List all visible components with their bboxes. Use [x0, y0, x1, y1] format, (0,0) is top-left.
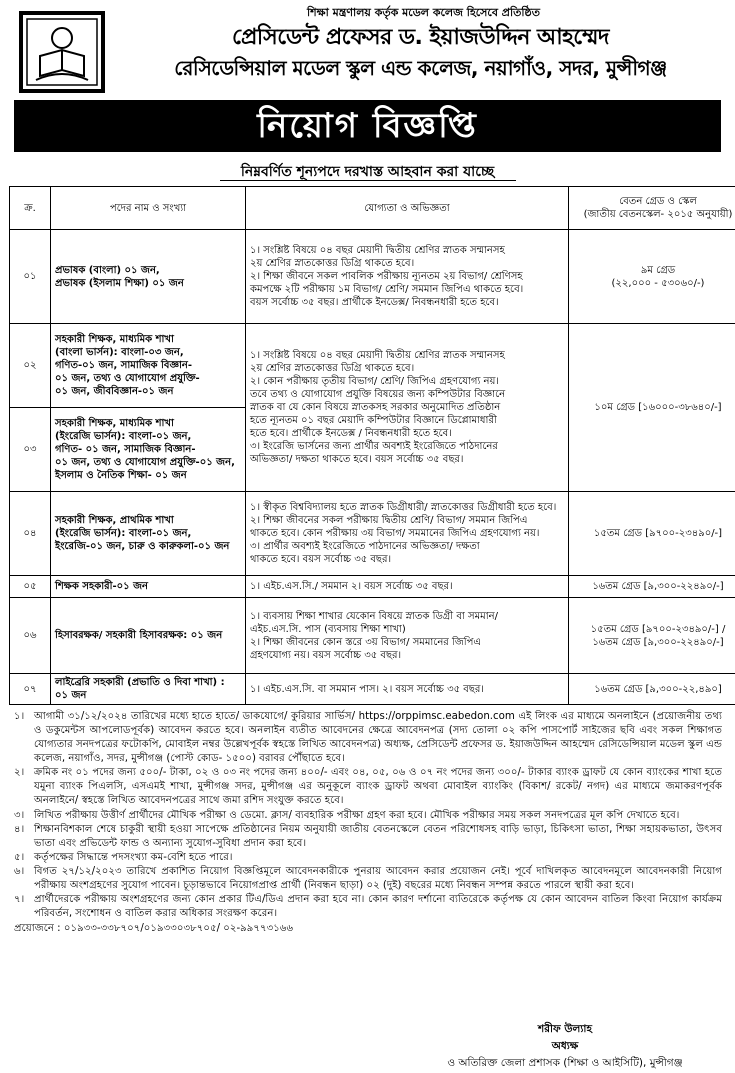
pay-line: ১৫তম গ্রেড [৯৭০০-২৩৪৯০/-] — [573, 527, 735, 540]
qual-line: ২য় শ্রেণির স্নাতকোত্তর ডিগ্রি থাকতে হবে। — [250, 257, 564, 270]
post-line: প্রভাষক (ইসলাম শিক্ষা) ০১ জন — [55, 277, 241, 290]
qual-line: গ্রহণযোগ্য নয়। বয়স সর্বোচ্চ ৩৫ বছর। — [250, 649, 564, 662]
qual-line: ১। এইচ.এস.সি. বা সমমান পাস। ২। বয়স সর্বোচ্চ ৩৫ বছর। — [250, 683, 564, 696]
note-item — [14, 823, 722, 851]
post-line: ইসলাম ও নৈতিক শিক্ষা- ০১ জন — [55, 469, 241, 482]
table-row — [10, 576, 735, 598]
post-line: সহকারী শিক্ষক, মাধ্যমিক শাখা — [55, 333, 241, 346]
header-post: পদের নাম ও সংখ্যা — [51, 187, 246, 230]
header-pay-line2: (জাতীয় বেতনস্কেল- ২০১৫ অনুযায়ী) — [573, 208, 735, 221]
qual-line: হতে ন্যূনতম ০১ বছর মেয়াদি কম্পিউটার বিজ্ঞানে ডিপ্লোমাধারী — [250, 414, 564, 427]
post-line: হিসাবরক্ষক/ সহকারী হিসাবরক্ষক: ০১ জন — [55, 629, 241, 642]
header-sl: ক্র. — [10, 187, 51, 230]
institution-name-line1: প্রেসিডেন্ট প্রফেসর ড. ইয়াজউদ্দিন আহম্মেদ — [110, 20, 731, 57]
header-pay-line1: বেতন গ্রেড ও স্কেল — [573, 195, 735, 208]
qual-line: ১। সংশ্লিষ্ট বিষয়ে ০৪ বছর মেয়াদী দ্বিতীয় শ্রেণির স্নাতক সম্মানসহ — [250, 244, 564, 257]
row-pay — [569, 576, 735, 598]
row-sl: ০৭ — [10, 674, 51, 705]
pay-line: (২২,০০০ - ৫৩০৬০/-) — [573, 277, 735, 290]
qual-line: ১। এইচ.এস.সি./ সমমান ২। বয়স সর্বোচ্চ ৩৫ বছর। — [250, 580, 564, 593]
notes-section — [14, 710, 722, 936]
note-number: ২। — [14, 766, 34, 808]
pay-line: ১৬তম গ্রেড [৯,৩০০-২২৪৯০/-] — [573, 580, 735, 593]
note-number: ৫। — [14, 851, 34, 865]
post-line: (বাংলা ভার্সন): বাংলা-০৩ জন, — [55, 346, 241, 359]
row-post — [51, 598, 246, 674]
notice-subtitle: নিম্নবর্ণিত শূন্যপদে দরখাস্ত আহবান করা যাচ্ছে — [0, 160, 735, 184]
note-text: কর্তৃপক্ষের সিদ্ধান্তে পদসংখ্যা কম-বেশি হতে পারে। — [34, 851, 722, 865]
row-qualification — [246, 576, 569, 598]
post-line: শিক্ষক সহকারী-০১ জন — [55, 580, 241, 593]
row-post — [51, 674, 246, 705]
qual-line: ২য় শ্রেণির স্নাতকোত্তর ডিগ্রি থাকতে হবে। — [250, 362, 564, 375]
note-text: আগামী ৩১/১২/২০২৪ তারিখের মধ্যে হাতে হাতে/ ডাকযোগে/ কুরিয়ার সার্ভিস/ https://orppimsc.eabedon.com এই লিংক এর মাধ্যমে অনলাইনে (প্রয়োজনীয় তথ্য ও ডকুমেন্টস আপলোডপূর্বক) আবেদন করতে হবে। অনলাইন ব্যতীত আবেদনের ক্ষেত্রে আবেদনপত্র (সদ্য তোলা ০২ কপি পাসপোর্ট সাইজের ছবি এবং সকল শিক্ষাগত যোগ্যতার সনদপত্রের ফটোকপি, মোবাইল নম্বর উল্লেখপূর্বক স্বহস্তে লিখিত আবেদনপত্র) অধ্যক্ষ, প্রেসিডেন্ট প্রফেসর ড. ইয়াজউদ্দিন আহম্মেদ রেসিডেন্সিয়াল মডেল স্কুল এন্ড কলেজ, নয়াগাঁও, সদর, মুন্সীগঞ্জ (পোস্ট কোড- ১৫০০) বরাবর পৌঁছাতে হবে। — [34, 710, 722, 766]
note-number: ৭। — [14, 893, 34, 921]
post-line: গণিত-০১ জন, সামাজিক বিজ্ঞান- — [55, 359, 241, 372]
header-qualification: যোগ্যতা ও অভিজ্ঞতা — [246, 187, 569, 230]
qual-line: ২। শিক্ষা জীবনের সকল পরীক্ষায় দ্বিতীয় শ্রেণি/ বিভাগ/ সমমান জিপিএ — [250, 514, 564, 527]
row-qualification — [246, 674, 569, 705]
note-number: ৩। — [14, 809, 34, 823]
row-sl: ০২ — [10, 324, 51, 408]
note-item — [14, 893, 722, 921]
qual-line: অভিজ্ঞতা/ দক্ষতা থাকতে হবে। বয়স সর্বোচ্চ ৩৫ বছর। — [250, 453, 564, 466]
post-line: গণিত- ০১ জন, সামাজিক বিজ্ঞান- — [55, 443, 241, 456]
row-pay — [569, 230, 735, 324]
qual-line: ২। কোন পরীক্ষায় তৃতীয় বিভাগ/ শ্রেণি/ জিপিএ গ্রহণযোগ্য নয়। — [250, 375, 564, 388]
institution-name-line2: রেসিডেন্সিয়াল মডেল স্কুল এন্ড কলেজ, নয়াগাঁও, সদর, মুন্সীগঞ্জ — [110, 54, 731, 87]
table-row — [10, 324, 735, 408]
qual-line: হতে হবে। প্রার্থীকে ইনডেক্স / নিবন্ধনধারী হতে হবে। — [250, 427, 564, 440]
table-header-row — [10, 187, 735, 230]
post-line: ০১ জন, তথ্য ও যোগাযোগ প্রযুক্তি- — [55, 372, 241, 385]
signatory-designation: ও অতিরিক্ত জেলা প্রশাসক (শিক্ষা ও আইসিটি), মুন্সীগঞ্জ — [435, 1056, 695, 1073]
table-row — [10, 674, 735, 705]
note-number: ১। — [14, 710, 34, 766]
note-text: লিখিত পরীক্ষায় উত্তীর্ণ প্রার্থীদের মৌখিক পরীক্ষা ও ডেমো. ক্লাস/ ব্যবহারিক পরীক্ষা গ্রহণ করা হবে। মৌখিক পরীক্ষার সময় সকল সনদপত্রের মূল কপি দেখাতে হবে। — [34, 809, 722, 823]
qual-line: ৩। প্রার্থীর অবশ্যই ইংরেজিতে পাঠদানের অভিজ্ঞতা/ দক্ষতা — [250, 540, 564, 553]
row-post — [51, 408, 246, 492]
qual-line: থাকতে হবে। বয়স সর্বোচ্চ ৩৫ বছর। — [250, 553, 564, 566]
row-sl: ০১ — [10, 230, 51, 324]
subtitle-underline — [220, 180, 516, 181]
header — [0, 0, 735, 100]
row-post — [51, 324, 246, 408]
qual-line: কমপক্ষে ২টি পরীক্ষায় ১ম বিভাগ/ শ্রেণি/ সমমান জিপিএ থাকতে হবে। — [250, 283, 564, 296]
post-line: প্রভাষক (বাংলা) ০১ জন, — [55, 264, 241, 277]
pay-line: ৯ম গ্রেড — [573, 264, 735, 277]
signatory-name: শরীফ উল্যাহ — [435, 1022, 695, 1039]
row-sl: ০৩ — [10, 408, 51, 492]
post-line: ০১ জন, জীববিজ্ঞান-০১ জন — [55, 385, 241, 398]
note-item — [14, 865, 722, 893]
row-sl: ০৪ — [10, 492, 51, 576]
qual-line: ৩। ইংরেজি ভার্সনের জন্য প্রার্থীর অবশ্যই ইংরেজিতে পাঠদানের — [250, 440, 564, 453]
row-qualification — [246, 230, 569, 324]
note-text: প্রার্থীদেরকে পরীক্ষায় অংশগ্রহণের জন্য কোন প্রকার টিএ/ডিএ প্রদান করা হবে না। কোন কারণ দর্শানো ব্যতিরেকে কর্তৃপক্ষ যে কোন আবেদন বাতিল কিংবা নিয়োগ কার্যক্রম পরিবর্তন, সংশোধন ও বাতিল করার অধিকার সংরক্ষণ করেন। — [34, 893, 722, 921]
row-post — [51, 492, 246, 576]
note-text: ক্রমিক নং ০১ পদের জন্য ৫০০/- টাকা, ০২ ও ০৩ নং পদের জন্য ৪০০/- এবং ০৪, ০৫, ০৬ ও ০৭ নং পদের জন্য ৩০০/- টাকার ব্যাংক ড্রাফট যে কোন ব্যাংকের শাখা হতে যমুনা ব্যাংক পিএলসি, এসএমই শাখা, মুন্সীগঞ্জ সদর, মুন্সীগঞ্জ এর অনুকূলে ব্যাংক ড্রাফট অথবা মোবাইল ব্যাংকিং (বিকাশ/ রকেট/ নগদ) এর মাধ্যমে জমাকরণপূর্বক অনলাইনে/ স্বহস্তে লিখিত আবেদনপত্রের সাথে জমা রশিদ সংযুক্ত করতে হবে। — [34, 766, 722, 808]
tagline: শিক্ষা মন্ত্রণালয় কর্তৃক মডেল কলেজ হিসেবে প্রতিষ্ঠিত — [120, 4, 727, 23]
row-post — [51, 230, 246, 324]
post-line: সহকারী শিক্ষক, প্রাথমিক শাখা — [55, 514, 241, 527]
note-number: ৬। — [14, 865, 34, 893]
row-pay — [569, 598, 735, 674]
post-line: ০১ জন, তথ্য ও যোগাযোগ প্রযুক্তি-০১ জন, — [55, 456, 241, 469]
row-qualification — [246, 324, 569, 492]
row-sl: ০৬ — [10, 598, 51, 674]
row-qualification — [246, 598, 569, 674]
qual-line: স্নাতক বা যে কোন বিষয়ে স্নাতকসহ সরকার অনুমোদিত প্রতিষ্ঠান — [250, 401, 564, 414]
note-text: বিগত ২৭/১২/২০২৩ তারিখে প্রকাশিত নিয়োগ বিজ্ঞপ্তিমূলে আবেদনকারীকে পুনরায় আবেদন করার প্রয়োজন নেই। পূর্বে দাখিলকৃত আবেদনমূলে আবেদনকারী নিয়োগ পরীক্ষায় অংশগ্রহণের সুযোগ পাবেন। চূড়ান্তভাবে নিয়োগপ্রাপ্ত প্রার্থী (নিবন্ধন ছাড়া) ০২ (দুই) বছরের মধ্যে নিবন্ধন সম্পন্ন করতে পারলে স্থায়ী করা হবে। — [34, 865, 722, 893]
header-pay — [569, 187, 735, 230]
qual-line: তবে তথ্য ও যোগাযোগ প্রযুক্তি বিষয়ের জন্য কম্পিউটার বিজ্ঞানে — [250, 388, 564, 401]
pay-line: ১৬তম গ্রেড [৯,৩০০-২২,৪৯০] — [573, 683, 735, 696]
college-emblem-icon — [18, 10, 106, 94]
qual-line: ১। স্বীকৃত বিশ্ববিদ্যালয় হতে স্নাতক ডিগ্রীধারী/ স্নাতকোত্তর ডিগ্রীধারী হতে হবে। — [250, 501, 564, 514]
qual-line: ১। সংশ্লিষ্ট বিষয়ে ০৪ বছর মেয়াদী দ্বিতীয় শ্রেণির স্নাতক সম্মানসহ — [250, 349, 564, 362]
notice-banner: নিয়োগ বিজ্ঞপ্তি — [14, 100, 721, 152]
post-line: (ইংরেজি ভার্সন): বাংলা-০১ জন, — [55, 430, 241, 443]
row-qualification — [246, 492, 569, 576]
note-item — [14, 710, 722, 766]
row-pay — [569, 492, 735, 576]
row-sl: ০৫ — [10, 576, 51, 598]
qual-line: ১। ব্যবসায় শিক্ষা শাখার যেকোন বিষয়ে স্নাতক ডিগ্রী বা সমমান/ — [250, 610, 564, 623]
table-row — [10, 230, 735, 324]
qual-line: এইচ.এস.সি. পাস (ব্যবসায় শিক্ষা শাখা) — [250, 623, 564, 636]
post-line: (ইংরেজি ভার্সন): বাংলা-০১ জন, — [55, 527, 241, 540]
row-post — [51, 576, 246, 598]
row-pay — [569, 674, 735, 705]
note-item — [14, 809, 722, 823]
contact-numbers: প্রয়োজনে : ০১৯৩৩-৩৩৮৭০৭/০১৯৩৩০৩৮৭০৫/ ০২-৯৯৭৭৩১৬৬ — [14, 922, 722, 936]
note-text: শিক্ষানবিশকাল শেষে চাকুরী স্থায়ী হওয়া সাপেক্ষে প্রতিষ্ঠানের নিয়ম অনুযায়ী জাতীয় বেতনস্কেলে বেতন পরিশোধসহ বাড়ি ভাড়া, চিকিৎসা ভাতা, শিক্ষা সহায়কভাতা, উৎসব ভাতা এবং প্রভিডেন্ট ফান্ড ও অন্যান্য সুযোগ-সুবিধা প্রদান করা হবে। — [34, 823, 722, 851]
qual-line: থাকতে হবে। কোন পরীক্ষায় ৩য় বিভাগ/ সমমানের জিপিএ গ্রহণযোগ্য নয়। — [250, 527, 564, 540]
qual-line: বয়স সর্বোচ্চ ৩৫ বছর। প্রার্থীকে ইনডেক্স/ নিবন্ধনধারী হতে হবে। — [250, 296, 564, 309]
table-row — [10, 598, 735, 674]
signature-block — [435, 1022, 695, 1073]
pay-line: ১৬তম গ্রেড [৯,৩০০-২২৪৯০/-] — [573, 636, 735, 649]
qual-line: ২। শিক্ষা জীবনে সকল পাবলিক পরীক্ষায় ন্যূনতম ২য় বিভাগ/ শ্রেণিসহ — [250, 270, 564, 283]
post-line: সহকারী শিক্ষক, মাধ্যমিক শাখা — [55, 417, 241, 430]
row-pay — [569, 324, 735, 492]
qual-line: ২। শিক্ষা জীবনের কোন স্তরে ৩য় বিভাগ/ সমমানের জিপিএ — [250, 636, 564, 649]
table-row — [10, 492, 735, 576]
pay-line: ১৫তম গ্রেড [৯৭০০-২৩৪৯০/-] / — [573, 623, 735, 636]
note-number: ৪। — [14, 823, 34, 851]
signatory-title: অধ্যক্ষ — [435, 1039, 695, 1056]
post-line: ইংরেজি-০১ জন, চারু ও কারুকলা-০১ জন — [55, 540, 241, 553]
pay-line: ১০ম গ্রেড [১৬০০০-৩৮৬৪০/-] — [573, 401, 735, 414]
post-line: লাইব্রেরি সহকারী (প্রভাতি ও দিবা শাখা) : ০১ জন — [55, 676, 241, 702]
note-item — [14, 766, 722, 808]
note-item — [14, 851, 722, 865]
vacancy-table — [9, 186, 735, 705]
